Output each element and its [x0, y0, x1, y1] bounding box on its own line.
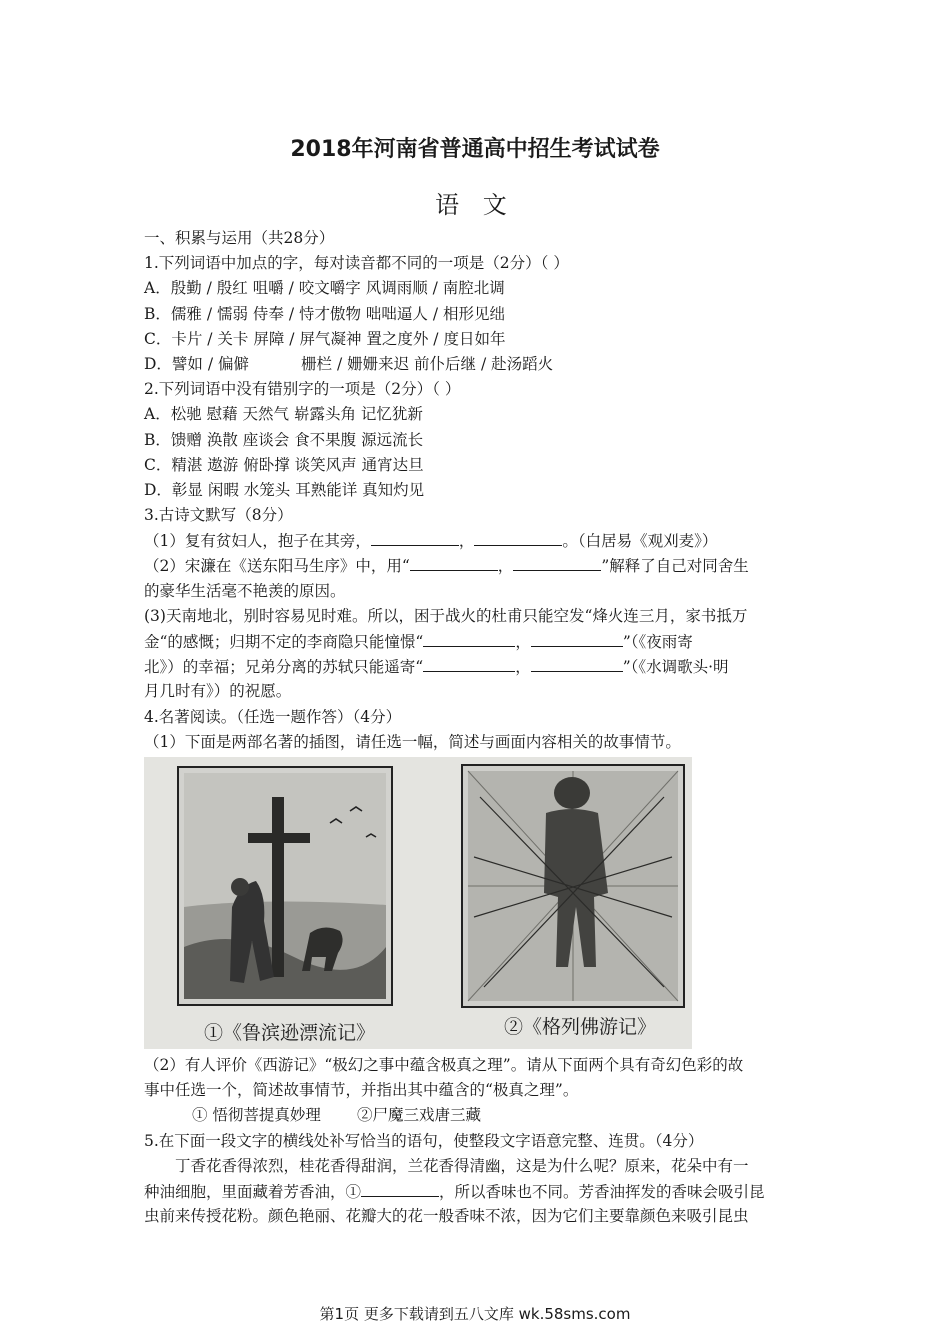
q4-part2-line1: （2）有人评价《西游记》“极幻之事中蕴含极真之理”。请从下面两个具有奇幻色彩的故	[144, 1055, 744, 1074]
q3-part2-comma: ，	[497, 557, 514, 576]
q2-stem: 2.下列词语中没有错别字的一项是（2分）（ ）	[144, 380, 461, 399]
q1-option-c: C．卡片 / 关卡 屏障 / 屏气凝神 置之度外 / 度日如年	[144, 329, 506, 348]
q3-part2-text: （2）宋濂在《送东阳马生序》中，用“	[144, 557, 410, 576]
q3-part1-comma: ，	[458, 532, 475, 551]
caption-robinson: ①《鲁滨逊漂流记》	[204, 1021, 376, 1044]
q5-stem: 5.在下面一段文字的横线处补写恰当的语句，使整段文字语意完整、连贯。（4分）	[144, 1131, 704, 1150]
q3-part3-comma: ，	[515, 633, 531, 651]
q3-part3-comma2: ，	[515, 658, 531, 677]
q5-line1: 丁香花香得浓烈，桂花香得甜润，兰花香得清幽，这是为什么呢？原来，花朵中有一	[175, 1156, 749, 1175]
q3-blank-8[interactable]	[531, 654, 623, 672]
q4-stem: 4.名著阅读。（任选一题作答）（4分）	[144, 707, 402, 726]
q3-part1-text: （1）复有贫妇人，抱子在其旁，	[144, 532, 371, 551]
q3-stem: 3.古诗文默写（8分）	[144, 506, 293, 525]
q3-blank-3[interactable]	[410, 553, 498, 571]
q3-blank-5[interactable]	[423, 629, 515, 647]
q3-part2-cont: 的豪华生活毫不艳羡的原因。	[144, 581, 346, 600]
q3-part1-source: 。（白居易《观刈麦》）	[562, 532, 718, 551]
q3-part1	[144, 528, 808, 553]
q2-option-d: D．彰显 闲暇 水笼头 耳熟能详 真知灼见	[144, 480, 425, 499]
q4-choice-1: ① 悟彻菩提真妙理	[192, 1106, 321, 1125]
q3-blank-6[interactable]	[531, 629, 623, 647]
q2-option-c: C．精湛 遨游 俯卧撑 谈笑风声 通宵达旦	[144, 455, 424, 474]
q3-part3-source: ”（《夜雨寄	[622, 633, 693, 651]
subject-heading: 语 文	[435, 191, 515, 219]
caption-gulliver: ②《格列佛游记》	[504, 1015, 657, 1038]
q4-choices	[144, 1103, 808, 1128]
q4-part1: （1）下面是两部名著的插图，请任选一幅，简述与画面内容相关的故事情节。	[144, 732, 681, 751]
q5-line2	[144, 1179, 808, 1204]
q4-choice-2: ②尸魔三戏唐三藏	[356, 1106, 481, 1125]
q1-option-a: A．殷勤 / 殷红 咀嚼 / 咬文嚼字 风调雨顺 / 南腔北调	[144, 279, 505, 298]
q3-part3-line2	[144, 629, 808, 654]
q5-blank-1[interactable]	[361, 1179, 439, 1197]
q3-part3-line3	[144, 654, 808, 679]
q1-option-b: B．儒雅 / 懦弱 侍奉 / 恃才傲物 咄咄逼人 / 相形见绌	[144, 304, 505, 323]
q1-option-d-part1: D．譬如 / 偏僻	[144, 354, 250, 373]
q4-part2-line2: 事中任选一个，简述故事情节，并指出其中蕴含的“极真之理”。	[144, 1081, 579, 1100]
q3-blank-1[interactable]	[371, 528, 459, 546]
illustration-figure	[144, 757, 692, 1049]
q3-part3-text2: 北》）的幸福；兄弟分离的苏轼只能遥寄“	[144, 658, 424, 677]
gulliver-illustration	[462, 765, 684, 1007]
illustrations-svg	[144, 757, 692, 1049]
exam-title: 2018年河南省普通高中招生考试试卷	[290, 137, 660, 162]
section-heading: 一、积累与运用（共28分）	[144, 229, 335, 247]
robinson-crusoe-illustration	[178, 767, 392, 1005]
page-footer: 第1页 更多下载请到五八文库 wk.58sms.com	[319, 1305, 631, 1323]
q3-blank-7[interactable]	[423, 654, 515, 672]
exam-body	[144, 226, 808, 1229]
q3-part3-line4: 月几时有》）的祝愿。	[144, 682, 292, 701]
q1-option-d	[144, 352, 808, 377]
q3-part3-line1: (3)天南地北，别时容易见时难。所以，困于战火的杜甫只能空发“烽火连三月，家书抵万	[144, 606, 748, 625]
q3-blank-4[interactable]	[513, 553, 601, 571]
q2-option-b: B．馈赠 涣散 座谈会 食不果腹 源远流长	[144, 430, 424, 449]
q3-part2-tail: ”解释了自己对同舍生	[601, 557, 749, 576]
q5-line3: 虫前来传授花粉。颜色艳丽、花瓣大的花一般香味不浓，因为它们主要靠颜色来吸引昆虫	[144, 1207, 749, 1226]
q3-blank-2[interactable]	[474, 528, 562, 546]
q5-line2-text: 种油细胞，里面藏着芳香油，①	[144, 1182, 362, 1201]
q3-part2	[144, 553, 808, 578]
q5-line2-tail: ，所以香味也不同。芳香油挥发的香味会吸引昆	[439, 1182, 765, 1201]
q3-part3-text: 金“的感慨；归期不定的李商隐只能憧憬“	[144, 633, 424, 651]
q1-stem: 1.下列词语中加点的字，每对读音都不同的一项是（2分）（ ）	[144, 254, 569, 273]
q3-part3-source2: ”（《水调歌头·明	[622, 658, 729, 677]
q2-option-a: A．松驰 慰藉 天然气 崭露头角 记忆犹新	[144, 405, 423, 424]
q1-option-d-part2: 栅栏 / 姗姗来迟 前仆后继 / 赴汤蹈火	[301, 354, 554, 373]
